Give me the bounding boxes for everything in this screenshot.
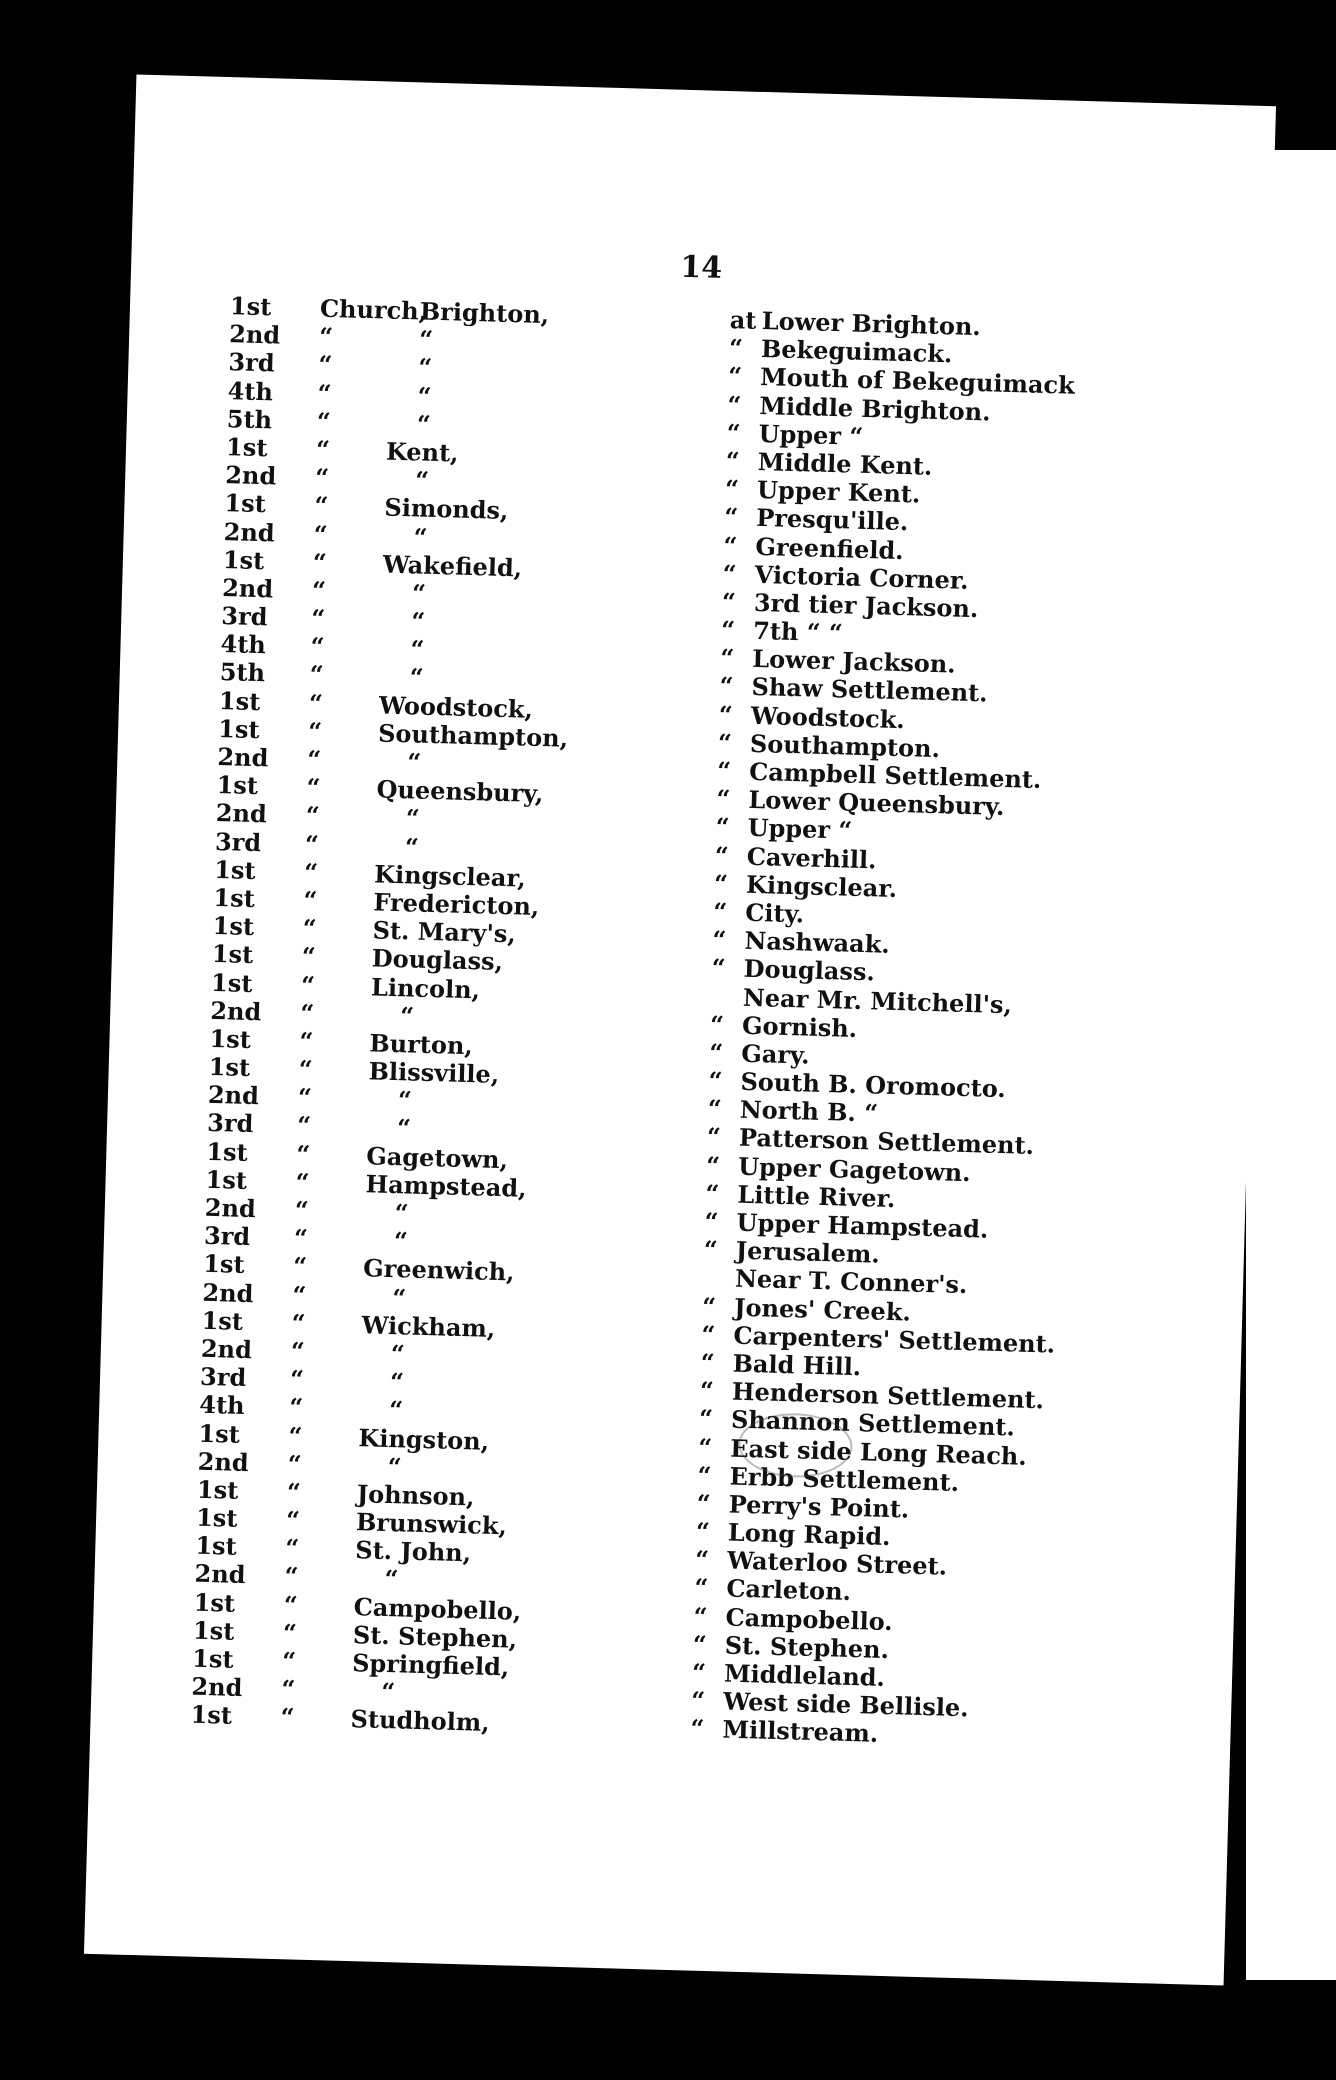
entry-location: Upper Kent. [756,475,921,509]
entry-place: “ [399,1000,415,1031]
church-ditto-mark: “ [299,998,315,1028]
location-ditto-mark: “ [693,1601,708,1631]
entry-ordinal: 3rd [203,1220,251,1252]
entry-location: Greenfield. [755,531,905,565]
entry-place: “ [397,1085,413,1115]
location-ditto-mark: “ [728,333,744,363]
entry-place: St. John, [354,1535,472,1568]
location-ditto-mark: “ [713,868,729,899]
entry-ordinal: 2nd [200,1333,253,1365]
location-ditto-mark: “ [696,1488,712,1518]
entry-place: Kingston, [358,1422,490,1456]
entry-location: Southampton. [749,728,941,763]
page-number: 14 [679,249,723,286]
entry-location: Middleland. [723,1658,886,1692]
entry-place: “ [416,409,432,439]
entry-place: “ [392,1282,407,1313]
entry-ordinal: 4th [227,375,274,406]
entry-ordinal: 1st [192,1615,235,1646]
entry-ordinal: 5th [219,657,266,688]
entry-place: Springfield, [351,1648,510,1682]
location-ditto-mark: “ [706,1122,722,1152]
entry-place: “ [410,634,425,664]
entry-ordinal: 1st [218,685,261,716]
entry-ordinal: 2nd [221,572,274,604]
location-ditto-mark: “ [701,1291,717,1321]
location-ditto-mark: “ [711,953,726,983]
church-ditto-mark: “ [297,1082,313,1112]
entry-ordinal: 1st [202,1249,245,1280]
entry-location: Henderson Settlement. [731,1376,1045,1415]
entry-place: Simonds, [384,492,509,526]
location-mark: at [729,305,757,335]
entry-ordinal: 1st [217,713,260,744]
entry-place: “ [384,1564,399,1594]
entry-place: “ [418,324,434,355]
church-ditto-mark: “ [315,434,331,464]
entry-place: St. Mary's, [372,915,517,949]
entry-location: Carpenters' Settlement. [733,1320,1056,1359]
location-ditto-mark: “ [704,1206,719,1237]
entry-location: Near T. Conner's. [734,1264,968,1300]
church-ditto-mark: “ [308,688,324,718]
entry-ordinal: 1st [196,1474,239,1505]
entry-ordinal: 1st [213,882,256,914]
entry-place: Wickham, [361,1309,496,1343]
entry-place: Wakefield, [382,549,523,583]
church-ditto-mark: “ [305,800,321,831]
location-ditto-mark: “ [727,389,742,420]
entry-location: Bekeguimack. [760,334,953,369]
entry-place: Blissville, [368,1056,500,1090]
entry-place: Douglass, [371,943,504,977]
entry-ordinal: 1st [198,1418,241,1449]
location-ditto-mark: “ [705,1150,721,1180]
entry-ordinal: 1st [206,1136,249,1167]
entry-place: “ [390,1338,406,1369]
entry-location: Kingsclear. [745,869,898,903]
entry-ordinal: 3rd [228,347,275,378]
location-ditto-mark: “ [723,502,739,532]
church-ditto-mark: “ [309,659,324,690]
church-list [190,292,1230,1757]
entry-location: Jones' Creek. [733,1292,912,1327]
entry-ordinal: 3rd [206,1108,254,1139]
entry-location: Near Mr. Mitchell's, [742,982,1013,1019]
location-ditto-mark: “ [707,1094,723,1124]
church-ditto-mark: “ [303,885,318,915]
entry-place: “ [406,747,422,777]
church-label: Church, [319,293,428,326]
church-ditto-mark: “ [303,857,319,887]
entry-place: Hampstead, [365,1169,527,1203]
location-ditto-mark: “ [714,840,730,870]
location-ditto-mark: “ [722,558,737,589]
church-ditto-mark: “ [316,406,332,436]
church-ditto-mark: “ [282,1617,298,1648]
location-ditto-mark: “ [703,1234,719,1265]
location-ditto-mark: “ [726,417,741,448]
location-ditto-mark: “ [697,1460,712,1490]
entry-place: “ [409,662,424,693]
entry-place: “ [388,1395,404,1425]
entry-ordinal: 2nd [194,1559,246,1590]
entry-place: “ [417,380,432,411]
entry-place: “ [413,521,428,552]
entry-ordinal: 1st [209,1023,252,1054]
entry-place: “ [405,803,421,834]
church-ditto-mark: “ [280,1702,295,1732]
entry-location: City. [744,897,805,929]
location-ditto-mark: “ [692,1629,708,1659]
entry-ordinal: 2nd [224,460,277,491]
entry-location: Shannon Settlement. [730,1404,1016,1442]
entry-location: Middle Brighton. [759,390,991,426]
location-ditto-mark: “ [698,1404,714,1434]
entry-place: Lincoln, [370,971,481,1004]
entry-place: “ [411,578,427,608]
church-ditto-mark: “ [281,1674,296,1704]
entry-ordinal: 4th [198,1390,245,1421]
church-ditto-mark: “ [318,350,333,380]
entry-ordinal: 1st [229,291,272,322]
church-ditto-mark: “ [292,1251,308,1282]
entry-location: Upper “ [747,813,853,846]
location-ditto-mark: “ [694,1573,709,1603]
location-ditto-mark: “ [708,1037,724,1068]
entry-place: “ [394,1198,410,1228]
entry-ordinal: 2nd [191,1671,243,1703]
entry-location: Patterson Settlement. [738,1123,1035,1161]
church-ditto-mark: “ [284,1533,300,1563]
entry-location: Lower Queensbury. [748,785,1005,822]
church-ditto-mark: “ [314,490,329,521]
entry-place: Brighton, [419,296,550,330]
entry-place: “ [393,1226,409,1256]
location-ditto-mark: “ [709,1009,725,1039]
entry-location: Gary. [740,1038,811,1070]
entry-place: Studholm, [350,1704,490,1738]
church-ditto-mark: “ [302,913,317,943]
entry-location: Jerusalem. [735,1235,881,1269]
entry-location: Waterloo Street. [726,1545,948,1581]
entry-place: “ [387,1451,402,1482]
church-ditto-mark: “ [311,575,327,605]
entry-location: Victoria Corner. [754,559,970,595]
entry-ordinal: 2nd [202,1277,254,1308]
entry-location: West side Bellisle. [722,1686,970,1723]
entry-location: Bald Hill. [732,1348,862,1382]
entry-ordinal: 1st [222,544,265,575]
church-ditto-mark: “ [285,1505,301,1535]
entry-ordinal: 5th [226,403,273,435]
entry-place: “ [396,1113,412,1143]
entry-location: Upper Gagetown. [737,1151,971,1187]
entry-location: Little River. [737,1179,896,1213]
entry-location: Woodstock. [750,700,906,734]
location-ditto-mark: “ [715,812,730,842]
entry-location: Gornish. [741,1010,858,1043]
entry-ordinal: 2nd [228,319,281,350]
entry-ordinal: 1st [201,1305,244,1336]
location-ditto-mark: “ [720,615,736,645]
entry-ordinal: 1st [195,1502,238,1533]
entry-place: Kent, [385,436,459,468]
location-ditto-mark: “ [723,530,738,560]
location-ditto-mark: “ [690,1685,706,1716]
church-ditto-mark: “ [298,1054,313,1084]
location-ditto-mark: “ [717,727,733,758]
entry-location: Lower Brighton. [761,306,982,342]
entry-location: Upper Hampstead. [736,1207,989,1244]
entry-place: Woodstock, [378,690,534,724]
entry-location: Mouth of Bekeguimack [759,362,1076,401]
location-ditto-mark: “ [690,1713,705,1744]
church-ditto-mark: “ [300,969,316,1000]
entry-place: Campobello, [353,1591,522,1626]
entry-place: “ [410,606,426,636]
entry-location: Lower Jackson. [751,644,957,679]
church-ditto-mark: “ [295,1138,311,1169]
church-ditto-mark: “ [281,1646,297,1676]
entry-place: Johnson, [356,1479,475,1512]
location-ditto-mark: “ [694,1544,710,1575]
entry-ordinal: 2nd [204,1192,257,1224]
entry-location: Presqu'ille. [755,503,909,537]
entry-ordinal: 1st [211,939,254,970]
church-ditto-mark: “ [290,1336,306,1366]
entry-place: Queensbury, [376,774,544,809]
entry-location: Carleton. [726,1573,852,1607]
location-ditto-mark: “ [712,925,727,955]
entry-place: Gagetown, [365,1140,509,1174]
entry-location: South B. Oromocto. [740,1066,1007,1104]
entry-location: Campbell Settlement. [748,756,1042,794]
document-page [84,74,1276,1985]
entry-location: Erbb Settlement. [729,1461,960,1497]
entry-location: 7th “ “ [752,615,844,648]
entry-location: Shaw Settlement. [751,672,988,708]
entry-location: St. Stephen. [724,1630,890,1664]
entry-ordinal: 1st [195,1530,238,1562]
entry-place: “ [389,1367,405,1397]
church-ditto-mark: “ [284,1561,299,1591]
entry-ordinal: 1st [210,967,253,998]
church-ditto-mark: “ [306,772,321,803]
entry-location: Millstream. [722,1714,879,1749]
church-ditto-mark: “ [307,744,322,774]
entry-ordinal: 1st [225,432,268,463]
entry-place: Brunswick, [355,1507,508,1541]
entry-location: Middle Kent. [757,446,933,481]
church-ditto-mark: “ [283,1589,299,1620]
location-ditto-mark: “ [721,586,737,617]
entry-ordinal: 1st [213,854,256,885]
church-ditto-mark: “ [286,1477,302,1507]
entry-place: Burton, [369,1028,474,1061]
list-entries [190,320,1229,1757]
location-ditto-mark: “ [705,1178,720,1208]
location-ditto-mark: “ [691,1657,707,1687]
church-ditto-mark: “ [304,829,320,859]
location-ditto-mark: “ [697,1432,713,1462]
entry-location: 3rd tier Jackson. [753,587,979,624]
location-ditto-mark: “ [712,896,728,927]
entry-location: North B. “ [739,1094,879,1128]
church-ditto-mark: “ [318,321,334,352]
location-ditto-mark: “ [724,474,740,504]
church-ditto-mark: “ [299,1026,314,1056]
church-ditto-mark: “ [295,1167,310,1197]
entry-location: Caverhill. [746,841,877,874]
location-ditto-mark: “ [716,755,732,786]
entry-location: East side Long Reach. [729,1433,1028,1471]
church-ditto-mark: “ [288,1392,304,1422]
entry-location: Nashwaak. [744,925,891,959]
church-ditto-mark: “ [288,1420,303,1451]
entry-place: “ [404,831,420,862]
location-ditto-mark: “ [700,1347,715,1378]
church-ditto-mark: “ [301,941,317,972]
church-ditto-mark: “ [310,631,325,662]
entry-ordinal: 2nd [209,995,262,1026]
entry-place: “ [381,1677,396,1707]
entry-place: Southampton, [377,718,569,753]
location-ditto-mark: “ [701,1319,716,1349]
entry-ordinal: 1st [205,1164,248,1195]
entry-location: Upper “ [758,418,864,451]
location-ditto-mark: “ [716,784,731,814]
church-ditto-mark: “ [296,1110,312,1141]
entry-ordinal: 1st [208,1051,251,1083]
entry-ordinal: 1st [216,770,259,801]
entry-place: Greenwich, [362,1253,515,1287]
entry-ordinal: 1st [212,911,255,942]
church-ditto-mark: “ [317,378,332,408]
entry-place: St. Stephen, [352,1619,518,1654]
entry-place: Fredericton, [373,887,540,921]
entry-ordinal: 3rd [214,826,262,857]
entry-ordinal: 2nd [215,798,268,829]
entry-ordinal: 2nd [207,1080,260,1111]
entry-ordinal: 1st [193,1587,236,1618]
location-ditto-mark: “ [699,1375,715,1406]
entry-ordinal: 3rd [220,601,268,632]
entry-ordinal: 1st [224,488,267,519]
location-ditto-mark: “ [727,361,743,391]
entry-location: Douglass. [743,954,876,987]
entry-ordinal: 4th [220,629,267,660]
entry-location: Perry's Point. [728,1489,910,1524]
entry-ordinal: 3rd [199,1361,247,1393]
church-ditto-mark: “ [289,1364,305,1394]
church-ditto-mark: “ [312,547,328,577]
location-ditto-mark: “ [718,699,734,729]
church-ditto-mark: “ [294,1195,310,1225]
church-ditto-mark: “ [287,1448,302,1479]
entry-place: Kingsclear, [373,859,527,893]
location-ditto-mark: “ [719,671,734,701]
church-ditto-mark: “ [307,716,323,746]
entry-location: Campobello. [725,1602,894,1636]
church-ditto-mark: “ [314,462,330,493]
entry-ordinal: 2nd [197,1446,250,1477]
entry-ordinal: 2nd [223,516,276,547]
entry-ordinal: 1st [190,1699,233,1731]
entry-place: “ [417,352,433,383]
church-ditto-mark: “ [313,519,328,549]
entry-location: Long Rapid. [727,1517,891,1552]
location-ditto-mark: “ [695,1516,711,1547]
church-ditto-mark: “ [310,603,326,633]
location-ditto-mark: “ [708,1065,723,1096]
church-ditto-mark: “ [291,1308,306,1338]
entry-ordinal: 2nd [217,741,269,773]
location-ditto-mark: “ [725,446,741,476]
church-ditto-mark: “ [292,1279,307,1310]
entry-ordinal: 1st [191,1643,234,1674]
entry-place: “ [414,465,430,495]
church-ditto-mark: “ [293,1223,309,1253]
location-ditto-mark: “ [720,643,735,673]
